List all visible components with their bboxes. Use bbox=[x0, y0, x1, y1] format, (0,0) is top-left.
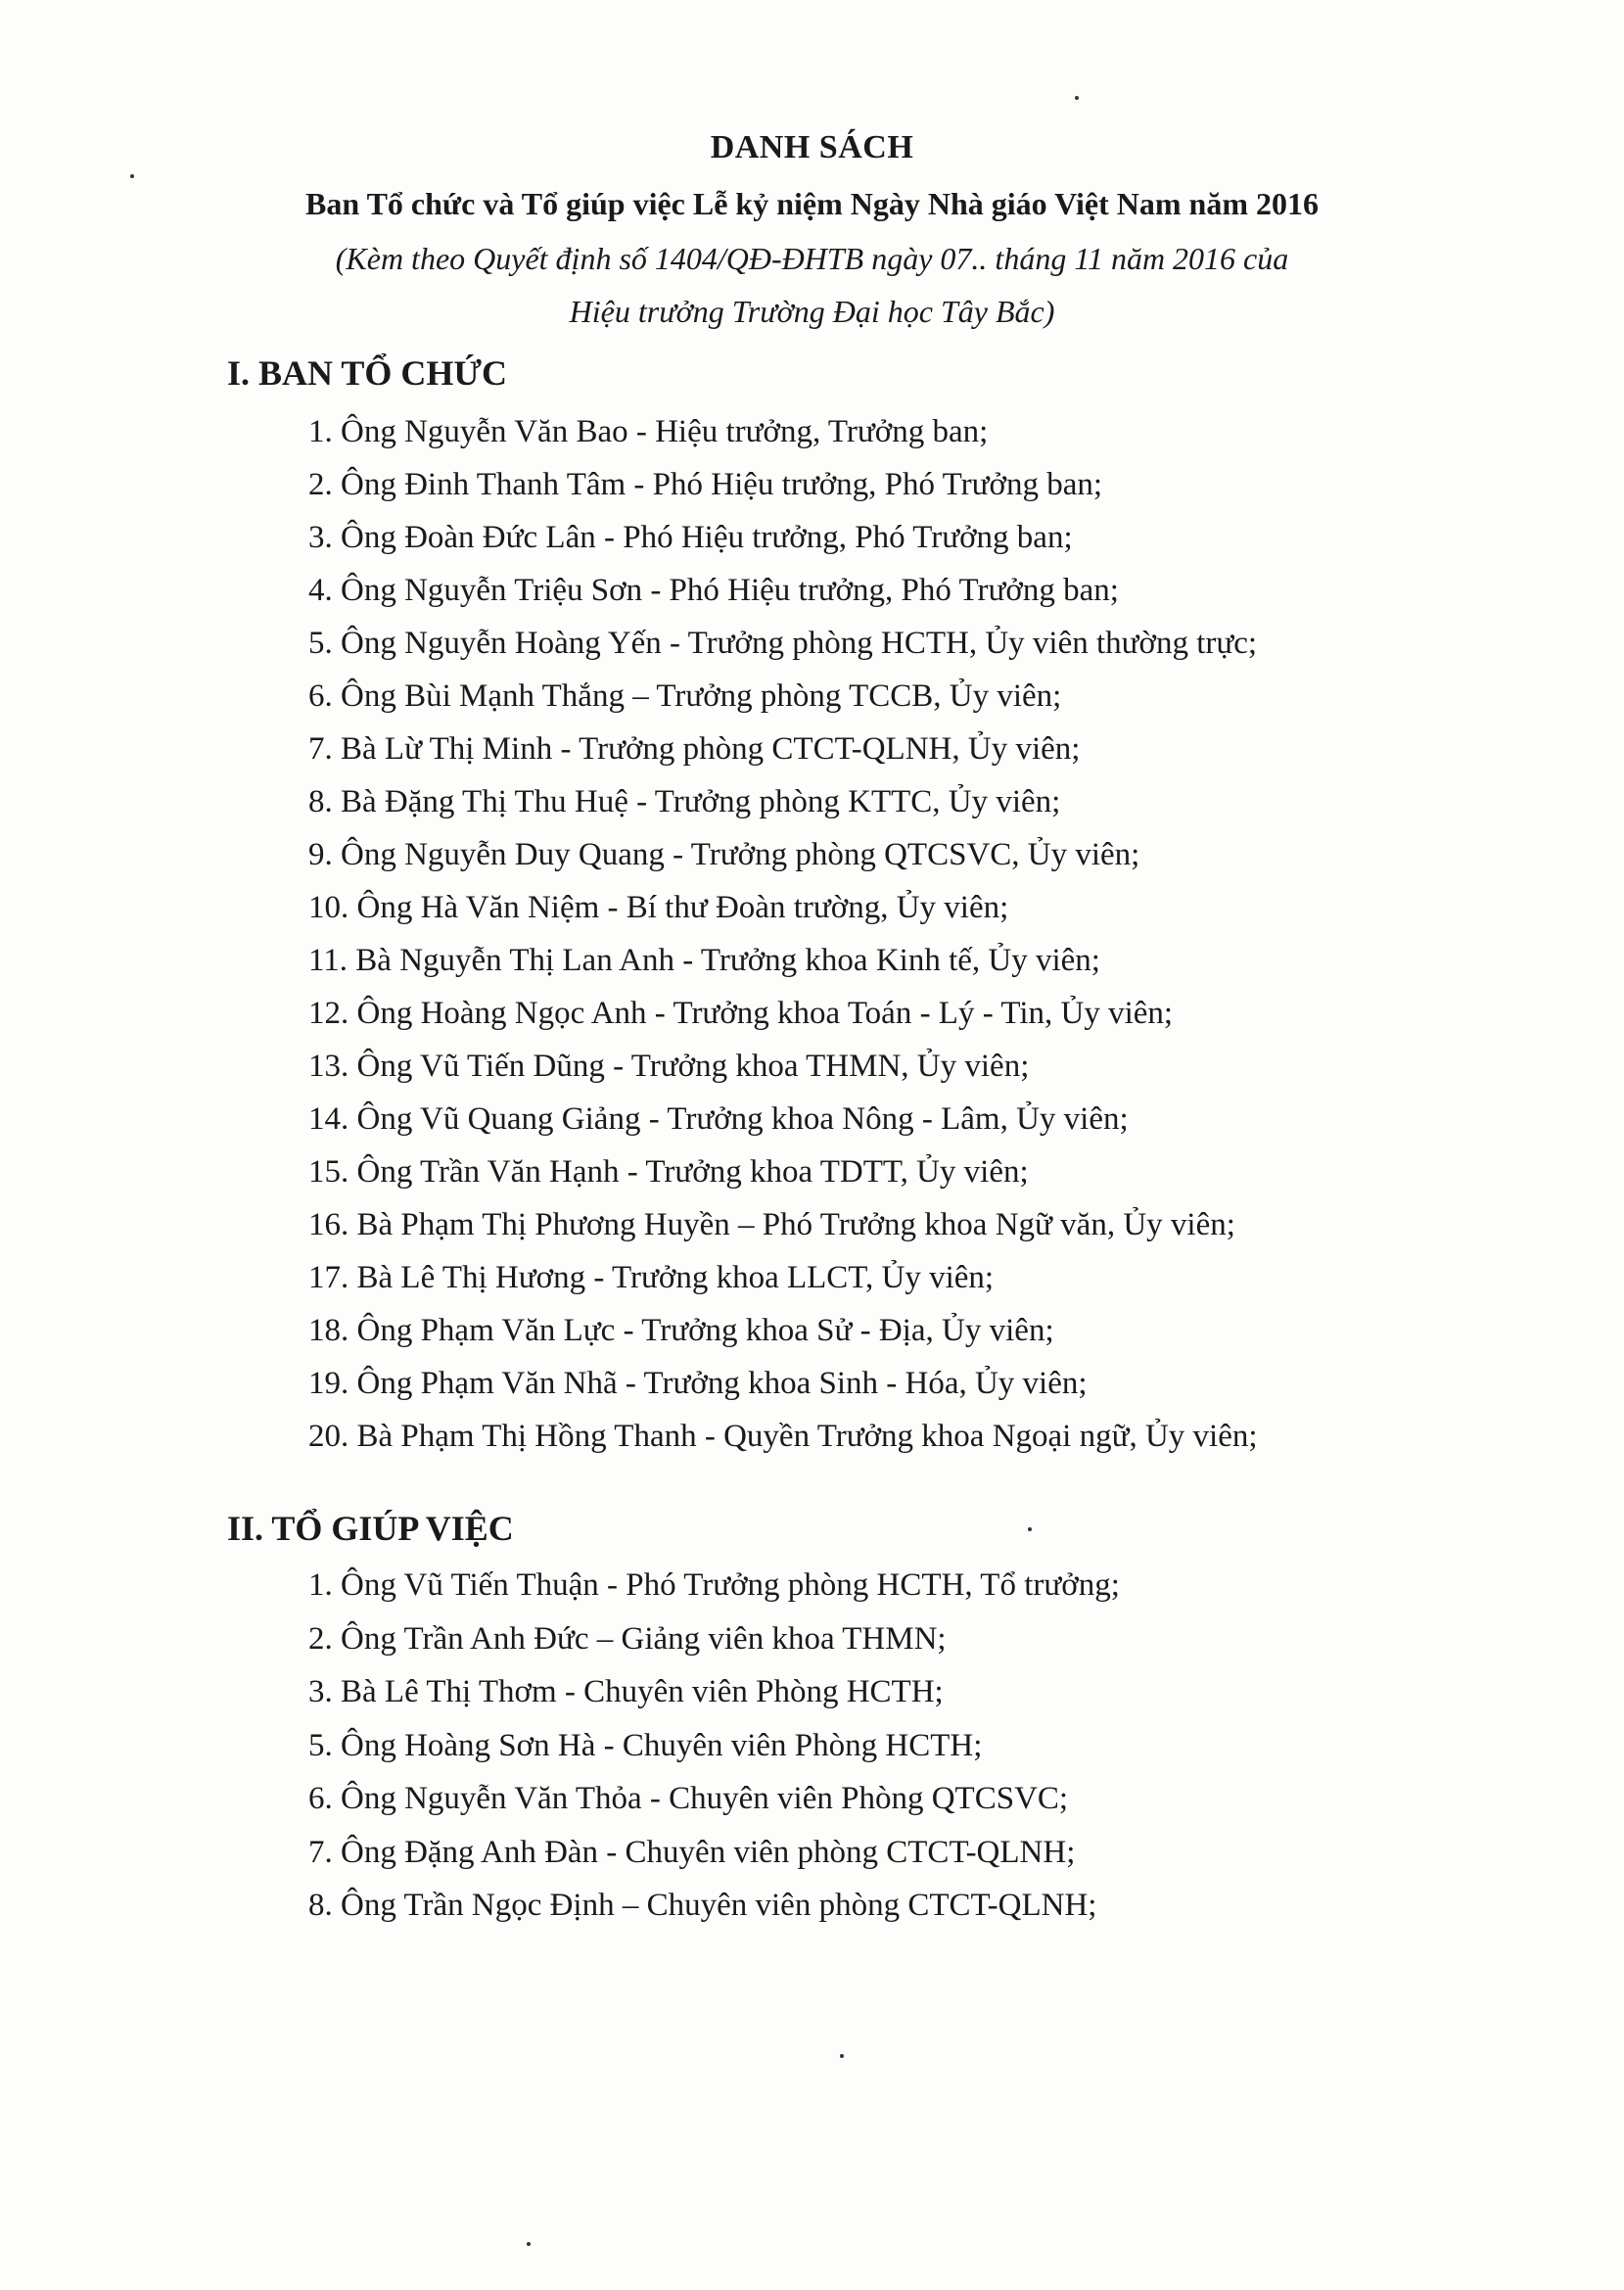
item-number: 3. bbox=[308, 520, 333, 555]
item-number: 6. bbox=[308, 1781, 333, 1816]
item-text: Ông Trần Anh Đức – Giảng viên khoa THMN; bbox=[341, 1620, 947, 1657]
item-number: 15. bbox=[308, 1154, 349, 1190]
list-item bbox=[308, 1251, 1258, 1304]
list-item bbox=[308, 934, 1258, 987]
item-text: Ông Trần Ngọc Định – Chuyên viên phòng CTCT-QLNH; bbox=[341, 1888, 1097, 1923]
item-number: 18. bbox=[308, 1313, 349, 1348]
item-number: 6. bbox=[308, 678, 333, 714]
item-number: 12. bbox=[308, 996, 349, 1031]
to-giup-viec-list bbox=[308, 1559, 1120, 1933]
document-title: DANH SÁCH bbox=[710, 129, 914, 165]
list-item bbox=[308, 1410, 1258, 1463]
item-text: Ông Bùi Mạnh Thắng – Trưởng phòng TCCB, Ủy viên; bbox=[341, 678, 1062, 714]
item-number: 9. bbox=[308, 837, 333, 872]
item-number: 11. bbox=[308, 943, 348, 978]
item-text: Ông Phạm Văn Nhã - Trưởng khoa Sinh - Hóa, Ủy viên; bbox=[356, 1366, 1088, 1401]
document-subtitle: Ban Tổ chức và Tổ giúp việc Lễ kỷ niệm Ngày Nhà giáo Việt Nam năm 2016 bbox=[305, 186, 1319, 221]
list-item bbox=[308, 670, 1258, 723]
item-text: Ông Đinh Thanh Tâm - Phó Hiệu trưởng, Phó Trưởng ban; bbox=[341, 467, 1103, 502]
list-item bbox=[308, 987, 1258, 1040]
item-text: Bà Lê Thị Hương - Trưởng khoa LLCT, Ủy viên; bbox=[356, 1260, 995, 1295]
item-number: 19. bbox=[308, 1366, 349, 1401]
list-item bbox=[308, 1093, 1258, 1145]
list-item bbox=[308, 1304, 1258, 1357]
list-item bbox=[308, 1559, 1120, 1612]
item-text: Ông Vũ Tiến Thuận - Phó Trưởng phòng HCTH, Tổ trưởng; bbox=[341, 1567, 1120, 1603]
item-text: Bà Đặng Thị Thu Huệ - Trưởng phòng KTTC, Ủy viên; bbox=[341, 784, 1061, 819]
item-number: 16. bbox=[308, 1207, 349, 1242]
ban-to-chuc-list bbox=[308, 405, 1258, 1463]
section-heading-ban-to-chuc: I. BAN TỔ CHỨC bbox=[227, 353, 508, 393]
list-item bbox=[308, 1198, 1258, 1251]
scan-speck bbox=[1075, 96, 1079, 100]
item-number: 4. bbox=[308, 573, 333, 608]
item-text: Ông Phạm Văn Lực - Trưởng khoa Sử - Địa, Ủy viên; bbox=[356, 1313, 1054, 1348]
list-item bbox=[308, 617, 1258, 670]
list-item bbox=[308, 723, 1258, 775]
item-text: Bà Nguyễn Thị Lan Anh - Trưởng khoa Kinh tế, Ủy viên; bbox=[355, 943, 1100, 978]
list-item bbox=[308, 405, 1258, 458]
item-text: Ông Trần Văn Hạnh - Trưởng khoa TDTT, Ủy viên; bbox=[356, 1154, 1029, 1190]
item-text: Ông Nguyễn Hoàng Yến - Trưởng phòng HCTH, Ủy viên thường trực; bbox=[341, 626, 1258, 661]
item-text: Ông Nguyễn Triệu Sơn - Phó Hiệu trưởng, Phó Trưởng ban; bbox=[341, 573, 1119, 608]
list-item bbox=[308, 1357, 1258, 1410]
item-text: Ông Nguyễn Văn Bao - Hiệu trưởng, Trưởng ban; bbox=[341, 414, 989, 449]
item-number: 17. bbox=[308, 1260, 349, 1295]
item-text: Ông Nguyễn Văn Thỏa - Chuyên viên Phòng QTCSVC; bbox=[341, 1781, 1069, 1816]
list-item bbox=[308, 1665, 1120, 1719]
item-number: 3. bbox=[308, 1674, 333, 1709]
list-item bbox=[308, 511, 1258, 564]
decision-reference-line1: (Kèm theo Quyết định số 1404/QĐ-ĐHTB ngày 07.. tháng 11 năm 2016 của bbox=[335, 241, 1289, 276]
item-number: 1. bbox=[308, 1567, 333, 1603]
item-number: 2. bbox=[308, 1620, 333, 1657]
item-number: 7. bbox=[308, 1834, 333, 1870]
item-number: 13. bbox=[308, 1049, 349, 1084]
list-item bbox=[308, 1826, 1120, 1880]
item-number: 14. bbox=[308, 1101, 349, 1137]
item-text: Ông Nguyễn Duy Quang - Trưởng phòng QTCSVC, Ủy viên; bbox=[341, 837, 1140, 872]
item-number: 5. bbox=[308, 626, 333, 661]
item-text: Ông Hoàng Ngọc Anh - Trưởng khoa Toán - Lý - Tin, Ủy viên; bbox=[356, 996, 1174, 1031]
item-text: Ông Vũ Tiến Dũng - Trưởng khoa THMN, Ủy viên; bbox=[356, 1049, 1030, 1084]
scan-speck bbox=[130, 174, 134, 178]
list-item bbox=[308, 1612, 1120, 1666]
scan-speck bbox=[1028, 1527, 1032, 1531]
decision-reference-line2: Hiệu trưởng Trường Đại học Tây Bắc) bbox=[569, 294, 1055, 329]
item-text: Bà Lê Thị Thơm - Chuyên viên Phòng HCTH; bbox=[341, 1674, 944, 1709]
item-number: 8. bbox=[308, 784, 333, 819]
item-text: Ông Hoàng Sơn Hà - Chuyên viên Phòng HCTH; bbox=[341, 1727, 983, 1763]
list-item bbox=[308, 1040, 1258, 1093]
list-item bbox=[308, 881, 1258, 934]
list-item bbox=[308, 1719, 1120, 1773]
list-item bbox=[308, 1145, 1258, 1198]
item-text: Ông Hà Văn Niệm - Bí thư Đoàn trường, Ủy viên; bbox=[356, 890, 1009, 925]
item-text: Bà Phạm Thị Hồng Thanh - Quyền Trưởng khoa Ngoại ngữ, Ủy viên; bbox=[356, 1419, 1258, 1454]
scan-speck bbox=[840, 2054, 844, 2058]
section-heading-to-giup-viec: II. TỔ GIÚP VIỆC bbox=[227, 1509, 514, 1548]
list-item bbox=[308, 564, 1258, 617]
list-item bbox=[308, 775, 1258, 828]
list-item bbox=[308, 1772, 1120, 1826]
item-text: Ông Đoàn Đức Lân - Phó Hiệu trưởng, Phó Trưởng ban; bbox=[341, 520, 1073, 555]
list-item bbox=[308, 458, 1258, 511]
item-number: 7. bbox=[308, 731, 333, 767]
item-number: 2. bbox=[308, 467, 333, 502]
item-text: Bà Lừ Thị Minh - Trưởng phòng CTCT-QLNH, Ủy viên; bbox=[341, 731, 1081, 767]
list-item bbox=[308, 1879, 1120, 1933]
item-text: Bà Phạm Thị Phương Huyền – Phó Trưởng khoa Ngữ văn, Ủy viên; bbox=[356, 1207, 1235, 1242]
item-text: Ông Đặng Anh Đàn - Chuyên viên phòng CTCT-QLNH; bbox=[341, 1834, 1076, 1870]
item-number: 5. bbox=[308, 1727, 333, 1763]
scan-speck bbox=[527, 2242, 531, 2246]
item-text: Ông Vũ Quang Giảng - Trưởng khoa Nông - Lâm, Ủy viên; bbox=[356, 1101, 1129, 1137]
list-item bbox=[308, 828, 1258, 881]
item-number: 1. bbox=[308, 414, 333, 449]
item-number: 8. bbox=[308, 1888, 333, 1923]
item-number: 10. bbox=[308, 890, 349, 925]
item-number: 20. bbox=[308, 1419, 349, 1454]
